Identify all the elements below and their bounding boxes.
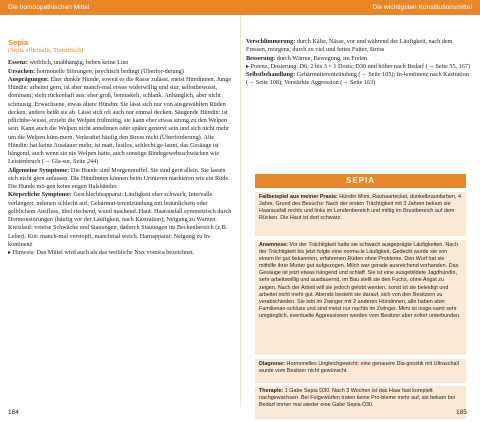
- text: Hündin Mimi, Rauhaarteckel, dunkelbraunfarben, 4 Jahre. Grund des Besuchs: Nach der ersten Trächtigkeit mit 3 Jahren bekam sie Haarausfall rechts und links im Lendenbereich und mittig im Brustbereich auf dem Rücken. Die Haut ist dort schwarz.: [259, 194, 461, 222]
- paragraph-potenz: [246, 63, 472, 71]
- label: Therapie:: [259, 388, 284, 394]
- case-box-title: SEPIA: [255, 174, 466, 188]
- case-box-fallbeispiel: [255, 192, 466, 236]
- paragraph-ursachen: [8, 68, 234, 76]
- text: hormonelle Störungen, psychisch bedingt (Überfor-derung): [35, 67, 184, 75]
- label: Essenz:: [8, 59, 28, 67]
- label: Körperliche Symptome:: [8, 191, 72, 199]
- text: Hormonelles Ungleichgewicht; eine genauere Dia-gnostik mit Ultraschall wurde vom Besitzer nicht gewünscht.: [259, 361, 459, 375]
- label: Besserung:: [246, 54, 276, 62]
- label: Fallbeispiel aus meiner Praxis:: [259, 194, 338, 200]
- text: durch Kälte, Nässe, vor und während der Läufigkeit, nach dem Fressen, morgens, durch zu viel und fettes Futter, Stress: [246, 38, 453, 54]
- remedy-title: Sepia: [8, 38, 29, 47]
- label: Anamnese:: [259, 242, 289, 248]
- page-gutter: [240, 15, 241, 407]
- remedy-subtitle: (Sepia officinalis, Tintenfisch): [8, 47, 84, 54]
- running-header-left: Die homöopathischen Mittel: [0, 0, 240, 15]
- case-box-diagnose: [255, 359, 466, 383]
- text: Vor der Trächtigkeit hatte sie schwach ausgeprägte Läufigkeiten. Nach der Trächtigkeit bis jetzt folgte eine norma-le Läufigkeit. Gedeckt wurde sie von einem ihr gut bekannten, erfahrenen Rüden ohne Probleme. Den Wurf hat sie mithilfe ihrer Mutter gut aufgezogen. Milch war gerade ausreichend vorhanden. Das Gesäuge ist jetzt etwas hängend und schlaff. Sie ist eine ausgebildete Jagdhündin, sehr arbeitswillig und ausdauernd, im Bau stellt sie den Fuchs, ohne Angst zu zeigen. Nach der Arbeit will sie jedoch gelobt werden, sonst ist sie beleidigt und arbeitet nicht mehr gut. Abends besteht sie darauf, sich von den Besitzern zu verabschieden. Sie lebt im Zwinger mit 2 anderen Hündinnen, alle haben aber Familienan-schluss und sind meist nur nachts im Zwinger. Mimi ist insge-samt sehr umgänglich, eventuelle Aggressionen werden vom Besitzer aber sofort unterbunden.: [259, 242, 461, 319]
- text: weiblich, unabhängig, beben keine Lust: [27, 59, 129, 67]
- text: Die Hunde sind Morgenmuffel. Sie sind gern allein. Sie lassen sich nicht gern anfassen. Die Hündinnen können beim Urinieren markieren wie ein Rüde. Die Hunde mö-gen keine engen Halsbänder.: [8, 166, 230, 190]
- paragraph-koerperliche-symptome: [8, 191, 234, 249]
- case-box-anamnese: [255, 240, 466, 355]
- text: ▸ Potenz, Dosierung: D6, 2 bis 3 × 1 Dosis; D30 und höher nach Bedarf (→ Seite 55, 167): [246, 62, 470, 70]
- paragraph-selbstbehandlung: [246, 71, 472, 88]
- label: Ursachen:: [8, 67, 36, 75]
- right-column: [246, 38, 472, 88]
- label: Allgemeine Symptome:: [8, 166, 70, 174]
- text: Eher dunkle Hunde, soweit es die Rasse zulässt, meist Hündinnen. Junge Hündin: arbeitet gern, ist aber manch-mal etwas widerwillig und stur, selbstbewusst, dominant; sieht rückenhaft aus: eher groß, bemuskelt, schlank. Anhänglich, aber nicht schmusig. Erwachsene, etwas ältere Hündin: Sie lässt sich nur von ausgewählten Rüden decken, andere beißt sie ab. Lässt sich oft auch nur einmal decken. Säugende Hündin: ist pflichtbe-wusst, erzieht die Welpen frühzeitig, sie kann eher etwas streng zu den Welpen sein. Kann auch die Welpen nicht annehmen oder später genervt sein und sich nicht mehr um die Welpen küm-mern. Verkraftet häufig den Stress nicht (Überforderung). Alte Hündin: hat keine Ausdauer mehr, ist matt, lustlos, schlecht ge-launt, das Gesäuge ist hängend, auch wenn sie nie Welpen hatte, auch sonstige Bindegewebsschwächen wie Leistenbruch (→ Gla-sur, Seite 244): [8, 75, 232, 166]
- label: Diagnose:: [259, 361, 286, 367]
- text: durch Wärme, Bewegung, im Freien: [275, 54, 368, 62]
- left-column: [8, 38, 234, 257]
- text: 1 Gabe Sepia D30. Nach 3 Wochen ist das Haar fast komplett nachgewachsen. Bei Folgewürfen traten keine Pro-bleme mehr auf, sie bekam bei Bedarf immer mal wieder eine Gabe Sepia D30.: [259, 388, 455, 409]
- paragraph-besserung: [246, 55, 472, 63]
- label: Ausprägungen:: [8, 75, 49, 83]
- running-header-right: Die wichtigsten Konstitutionsmittel: [240, 0, 480, 15]
- page-number-left: 184: [8, 409, 19, 416]
- label: Selbstbehandlung:: [246, 71, 296, 78]
- label: Verschlimmerung:: [246, 38, 296, 45]
- paragraph-essenz: [8, 59, 234, 67]
- paragraph-allgemeine-symptome: [8, 167, 234, 192]
- paragraph-verschlimmerung: [246, 38, 472, 55]
- text: Geschlechtsapparat: Läufigkeit eher schwach, Intervalle verlängert; nehmen schlecht auf; Gebärmut-terentzündung mit bräunlichem oder gelblichem Ausfluss, übel riechend, wund machend. Haut: Haarausfall symmetrisch durch Hormonstörungen (häufig vor der Läufigkeit, nach Kastration); Neigung zu Warzen. Kreislauf: venöse Schwäche und Stauungen, dadurch Stauungen im Beckenbereich (z.B. Leber). Kot: manch-mal verstopft, manchmal weich. Harnapparat: Neigung zu In-kontinenz: [8, 191, 232, 248]
- text: ▸ Hinweis: Das Mittel wird auch als das weibliche Nux vomica bezeichnet.: [8, 249, 195, 256]
- paragraph-auspraegungen: [8, 76, 234, 167]
- case-box-therapie: [255, 386, 466, 419]
- text: Gebärmutterentzündung (→ Seite 105); In-kontinenz nach Kastration (→ Seite 108); Verstärkte Aggression (→ Seite 163): [246, 71, 469, 87]
- paragraph-hinweis: [8, 249, 234, 257]
- page-number-right: 185: [456, 409, 467, 416]
